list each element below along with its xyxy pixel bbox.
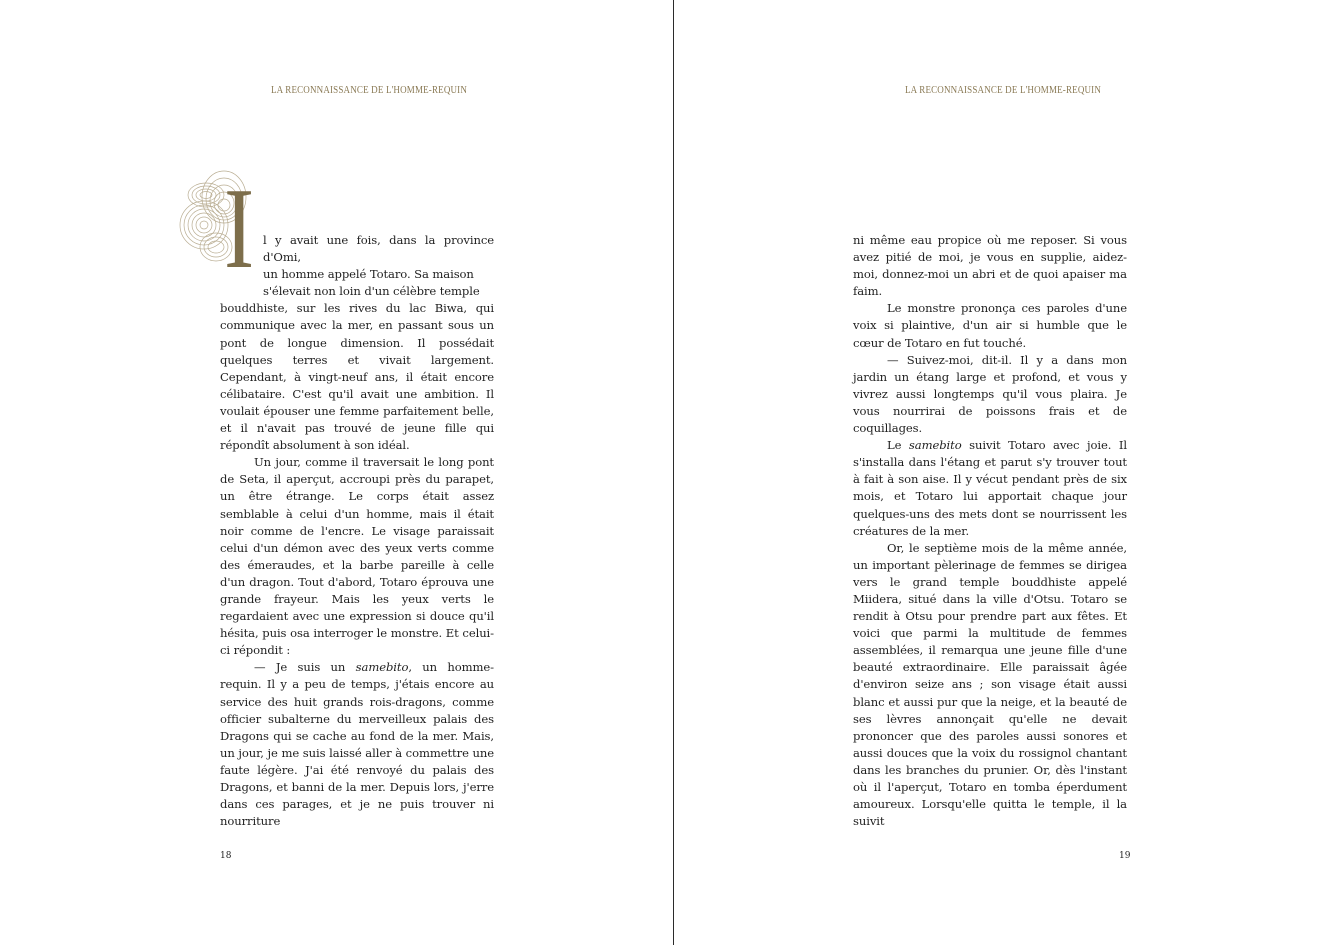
left-page-body [220,232,494,830]
dialogue-text: — Je suis un [254,660,356,675]
dialogue-text: , un homme-requin. Il y a peu de temps, j'étais encore au service des huit grands rois-dragons, comme officier subalterne du merveilleux palais des Dragons qui se cache au fond de la mer. Mais, un jour, je me suis laissé aller à commettre une faute légère. J'ai été renvoyé du palais des Dragons, et banni de la mer. Depuis lors, j'erre dans ces parages, et je ne puis trouver ni nourriture [220,660,494,829]
first-line: l y avait une fois, dans la province d'Omi, [263,233,494,265]
page-number-left: 18 [220,851,232,861]
page-gutter [673,0,674,945]
italic-term: samebito [908,438,962,453]
paragraph: — Suivez-moi, dit-il. Il y a dans mon jardin un étang large et profond, et vous y vivrez aussi longtemps qu'il vous plaira. Je vous nourrirai de poissons frais et de coquillages. [853,352,1127,436]
paragraph: ni même eau propice où me reposer. Si vous avez pitié de moi, je vous en supplie, aidez-moi, donnez-moi un abri et de quoi apaiser ma faim. [853,233,1127,299]
running-head-right: LA RECONNAISSANCE DE L'HOMME-REQUIN [905,84,1102,96]
paragraph [853,437,1127,540]
running-head-left: LA RECONNAISSANCE DE L'HOMME-REQUIN [271,84,468,96]
paragraph [220,232,494,454]
paragraph: Un jour, comme il traversait le long pont de Seta, il aperçut, accroupi près du parapet, un être étrange. Le corps était assez semblable à celui d'un homme, mais il était noir comme de l'encre. Le visage paraissait celui d'un démon avec des yeux verts comme des émeraudes, et la barbe pareille à celle d'un dragon. Tout d'abord, Totaro éprouva une grande frayeur. Mais les yeux verts le regardaient avec une expression si douce qu'il hésita, puis osa interroger le monstre. Et celui-ci répondit : [220,455,494,658]
right-page-body [853,232,1127,830]
paragraph: Or, le septième mois de la même année, un important pèlerinage de femmes se dirigea vers le grand temple bouddhiste appelé Miidera, situé dans la ville d'Otsu. Totaro se rendit à Otsu pour prendre part aux fêtes. Et voici que parmi la multitude de femmes assemblées, il remarqua une jeune fille d'une beauté extraordinaire. Elle paraissait âgée d'environ seize ans ; son visage était aussi blanc et aussi pur que la neige, et la beauté de ses lèvres annonçait qu'elle ne devait prononcer que des paroles aussi sonores et aussi douces que la voix du rossignol chantant dans les branches du prunier. Or, dès l'instant où il l'aperçut, Totaro en tomba éperdument amoureux. Lorsqu'elle quitta le temple, il la suivit [853,540,1127,829]
italic-term: samebito [355,660,409,675]
paragraph-rest: bouddhiste, sur les rives du lac Biwa, qui communique avec la mer, en passant sous un pont de longue dimension. Il possédait quelques terres et vivait largement. Cependant, à vingt-neuf ans, il était encore célibataire. C'est qu'il avait une ambition. Il voulait épouser une femme parfaitement belle, et il n'avait pas trouvé de jeune fille qui répondît absolument à son idéal. [220,301,494,453]
dropcap-letter: I [224,165,255,293]
second-line: un homme appelé Totaro. Sa maison [263,267,474,282]
paragraph [220,659,494,830]
paragraph-text: suivit Totaro avec joie. Il s'installa dans l'étang et parut s'y trouver tout à fait à son aise. Il y vécut pendant près de six mois, et Totaro lui apportait chaque jour quelques-uns des mets dont se nourrissent les créatures de la mer. [853,438,1127,538]
paragraph-text: Le [887,438,909,453]
paragraph: Le monstre prononça ces paroles d'une voix si plaintive, d'un air si humble que le cœur de Totaro en fut touché. [853,301,1127,350]
page-number-right: 19 [1119,851,1131,861]
third-line: s'élevait non loin d'un célèbre temple [263,284,480,299]
